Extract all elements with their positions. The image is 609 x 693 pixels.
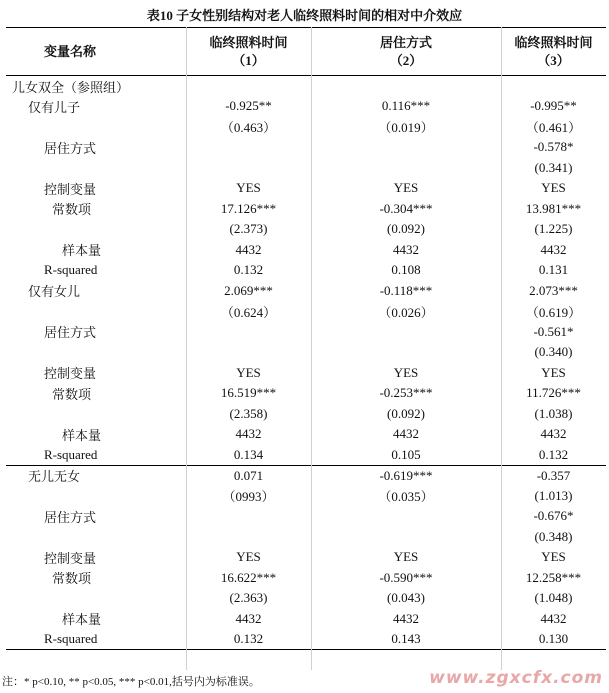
cell-col-3: -0.561* [533, 323, 574, 339]
cell-col-1: (2.363) [229, 590, 268, 606]
cell-col-2: 0.116*** [381, 98, 431, 114]
header-col-1-num: （1） [232, 52, 265, 68]
table-row [6, 117, 606, 138]
cell-col-1: -0.925** [225, 98, 272, 114]
cell-col-2: YES [393, 180, 419, 196]
column-divider [311, 27, 312, 670]
cell-col-3: (0.348) [534, 528, 573, 544]
cell-col-1: 2.069*** [224, 282, 273, 298]
results-table [6, 27, 606, 650]
table-row [6, 445, 606, 466]
cell-col-3: (0.340) [534, 344, 573, 360]
table-row [6, 281, 606, 302]
table-row [6, 158, 606, 179]
cell-col-2 [311, 158, 501, 179]
row-label: R-squared [44, 446, 98, 462]
cell-col-3 [501, 76, 606, 97]
row-label: R-squared [44, 262, 98, 278]
row-label: 居住方式 [44, 509, 97, 525]
cell-col-2: （0.019） [378, 120, 434, 136]
table-row [6, 178, 606, 199]
cell-col-2: (0.092) [387, 405, 425, 421]
cell-col-3: （0.619） [525, 304, 582, 320]
cell-col-2 [311, 76, 501, 97]
header-col-2-num: （2） [389, 52, 423, 68]
cell-col-1: YES [236, 364, 261, 380]
cell-col-1: 4432 [235, 241, 262, 257]
cell-col-3: -0.578* [533, 139, 574, 155]
table-row [6, 588, 606, 609]
table-header-row [6, 28, 606, 76]
table-row [6, 506, 606, 527]
table-note: 注：* p<0.10, ** p<0.05, *** p<0.01,括号内为标准误。 [2, 676, 260, 688]
cell-col-2: 4432 [393, 426, 419, 442]
cell-col-3: (0.341) [534, 159, 573, 175]
table-row [6, 240, 606, 261]
cell-col-1 [186, 322, 311, 343]
table-row [6, 383, 606, 404]
cell-col-2: -0.304*** [379, 200, 433, 216]
cell-col-1 [186, 76, 311, 97]
cell-col-3: (1.048) [534, 590, 573, 606]
row-label: 常数项 [52, 202, 92, 218]
cell-col-1 [186, 527, 311, 548]
row-label [6, 117, 186, 138]
table-row [6, 568, 606, 589]
cell-col-3: YES [541, 549, 566, 565]
header-col-3-name: 临终照料时间 [514, 34, 593, 50]
row-label [6, 404, 186, 425]
cell-col-3: 0.130 [501, 629, 606, 650]
cell-col-3: YES [541, 364, 566, 380]
cell-col-3: 4432 [540, 241, 567, 257]
cell-col-1 [186, 342, 311, 363]
cell-col-1 [186, 137, 311, 158]
cell-col-3: 0.131 [538, 262, 569, 278]
cell-col-1: 0.134 [233, 446, 264, 462]
column-divider [501, 27, 502, 670]
cell-col-1 [186, 506, 311, 527]
row-label: 儿女双全（参照组） [12, 79, 130, 95]
table-row [6, 342, 606, 363]
row-label [6, 301, 186, 322]
header-col-2-name: 居住方式 [379, 34, 432, 50]
header-col-1 [186, 28, 311, 76]
cell-col-2: (0.043) [387, 590, 425, 606]
table-row [6, 424, 606, 445]
row-label: R-squared [6, 629, 186, 650]
cell-col-3: 4432 [540, 610, 567, 626]
cell-col-1: （0.463） [220, 120, 277, 136]
table-row [6, 547, 606, 568]
cell-col-2 [311, 137, 501, 158]
cell-col-1: YES [236, 549, 261, 565]
cell-col-3: -0.357 [501, 465, 606, 486]
cell-col-1: 0.071 [186, 465, 311, 486]
cell-col-3: YES [541, 180, 566, 196]
cell-col-1: 17.126*** [220, 200, 277, 216]
table-row [6, 609, 606, 630]
cell-col-2: (0.092) [387, 221, 425, 237]
cell-col-1: 16.622*** [220, 569, 277, 585]
cell-col-1: （0993） [222, 489, 275, 505]
cell-col-1: 4432 [235, 426, 262, 442]
cell-col-2 [311, 506, 501, 527]
row-label: 样本量 [62, 427, 102, 443]
row-label: 常数项 [52, 386, 92, 402]
cell-col-2: -0.118*** [379, 282, 433, 298]
cell-col-2: 0.143 [311, 629, 501, 650]
row-label [6, 588, 186, 609]
table-row [6, 219, 606, 240]
cell-col-1: YES [236, 180, 261, 196]
table-row [6, 629, 606, 650]
cell-col-3: 2.073*** [529, 282, 578, 298]
cell-col-2: YES [393, 549, 419, 565]
cell-col-2 [311, 322, 501, 343]
row-label: 控制变量 [44, 550, 97, 566]
table-row [6, 260, 606, 281]
row-label: 样本量 [62, 243, 102, 259]
cell-col-3: -0.676* [533, 508, 574, 524]
cell-col-1: 4432 [235, 610, 262, 626]
header-col-2 [311, 28, 501, 76]
row-label: 仅有女儿 [28, 284, 81, 300]
column-divider [186, 27, 187, 670]
watermark: www.zgxcfx.com [429, 668, 603, 688]
table-row [6, 199, 606, 220]
cell-col-1: (2.373) [229, 221, 268, 237]
table-row [6, 527, 606, 548]
cell-col-2: -0.619*** [311, 465, 501, 486]
table-row [6, 137, 606, 158]
cell-col-2: （0.035） [378, 489, 434, 505]
row-label [6, 158, 186, 179]
table-row [6, 404, 606, 425]
header-col-1-name: 临终照料时间 [209, 34, 288, 50]
cell-col-2: YES [393, 364, 419, 380]
row-label: 样本量 [62, 612, 102, 628]
row-label: 无儿无女 [6, 465, 186, 486]
cell-col-3: 12.258*** [525, 569, 582, 585]
row-label: 常数项 [52, 571, 92, 587]
cell-col-2: 0.108 [391, 262, 421, 278]
cell-col-1: (2.358) [229, 405, 268, 421]
cell-col-3: (1.038) [534, 405, 573, 421]
row-label: 控制变量 [44, 181, 97, 197]
table-row [6, 465, 606, 486]
table-row [6, 301, 606, 322]
row-label [6, 342, 186, 363]
cell-col-2 [311, 527, 501, 548]
header-col-3-num: （3） [537, 52, 570, 68]
table-row [6, 96, 606, 117]
row-label [6, 527, 186, 548]
cell-col-2: 4432 [393, 610, 419, 626]
cell-col-1: 0.132 [233, 262, 264, 278]
cell-col-3: (1.013) [534, 487, 573, 503]
cell-col-3: （0.461） [525, 120, 582, 136]
row-label: 居住方式 [44, 140, 97, 156]
table-title: 表10 子女性别结构对老人临终照料时间的相对中介效应 [146, 8, 463, 23]
row-label [6, 486, 186, 507]
table-body [6, 76, 606, 650]
cell-col-3: 11.726*** [526, 385, 581, 401]
table-row [6, 486, 606, 507]
header-col-3 [501, 28, 606, 76]
cell-col-2: （0.026） [378, 304, 434, 320]
cell-col-2: 0.105 [391, 446, 421, 462]
row-label: 控制变量 [44, 366, 97, 382]
cell-col-3: 0.132 [538, 446, 569, 462]
cell-col-1: （0.624） [220, 304, 277, 320]
cell-col-1: 16.519*** [220, 385, 277, 401]
row-label: 居住方式 [44, 325, 97, 341]
cell-col-3: (1.225) [534, 221, 573, 237]
cell-col-1 [186, 158, 311, 179]
row-label [6, 219, 186, 240]
cell-col-3: 13.981*** [525, 200, 582, 216]
cell-col-3: 4432 [540, 426, 567, 442]
cell-col-1: 0.132 [186, 629, 311, 650]
header-variable-name: 变量名称 [44, 43, 97, 59]
cell-col-2: -0.253*** [379, 385, 433, 401]
table-row [6, 363, 606, 384]
cell-col-3: -0.995** [530, 98, 577, 114]
table-row [6, 322, 606, 343]
row-label: 仅有儿子 [28, 99, 81, 115]
table-row [6, 76, 606, 97]
cell-col-2: 4432 [393, 241, 419, 257]
cell-col-2: -0.590*** [379, 569, 433, 585]
cell-col-2 [311, 342, 501, 363]
